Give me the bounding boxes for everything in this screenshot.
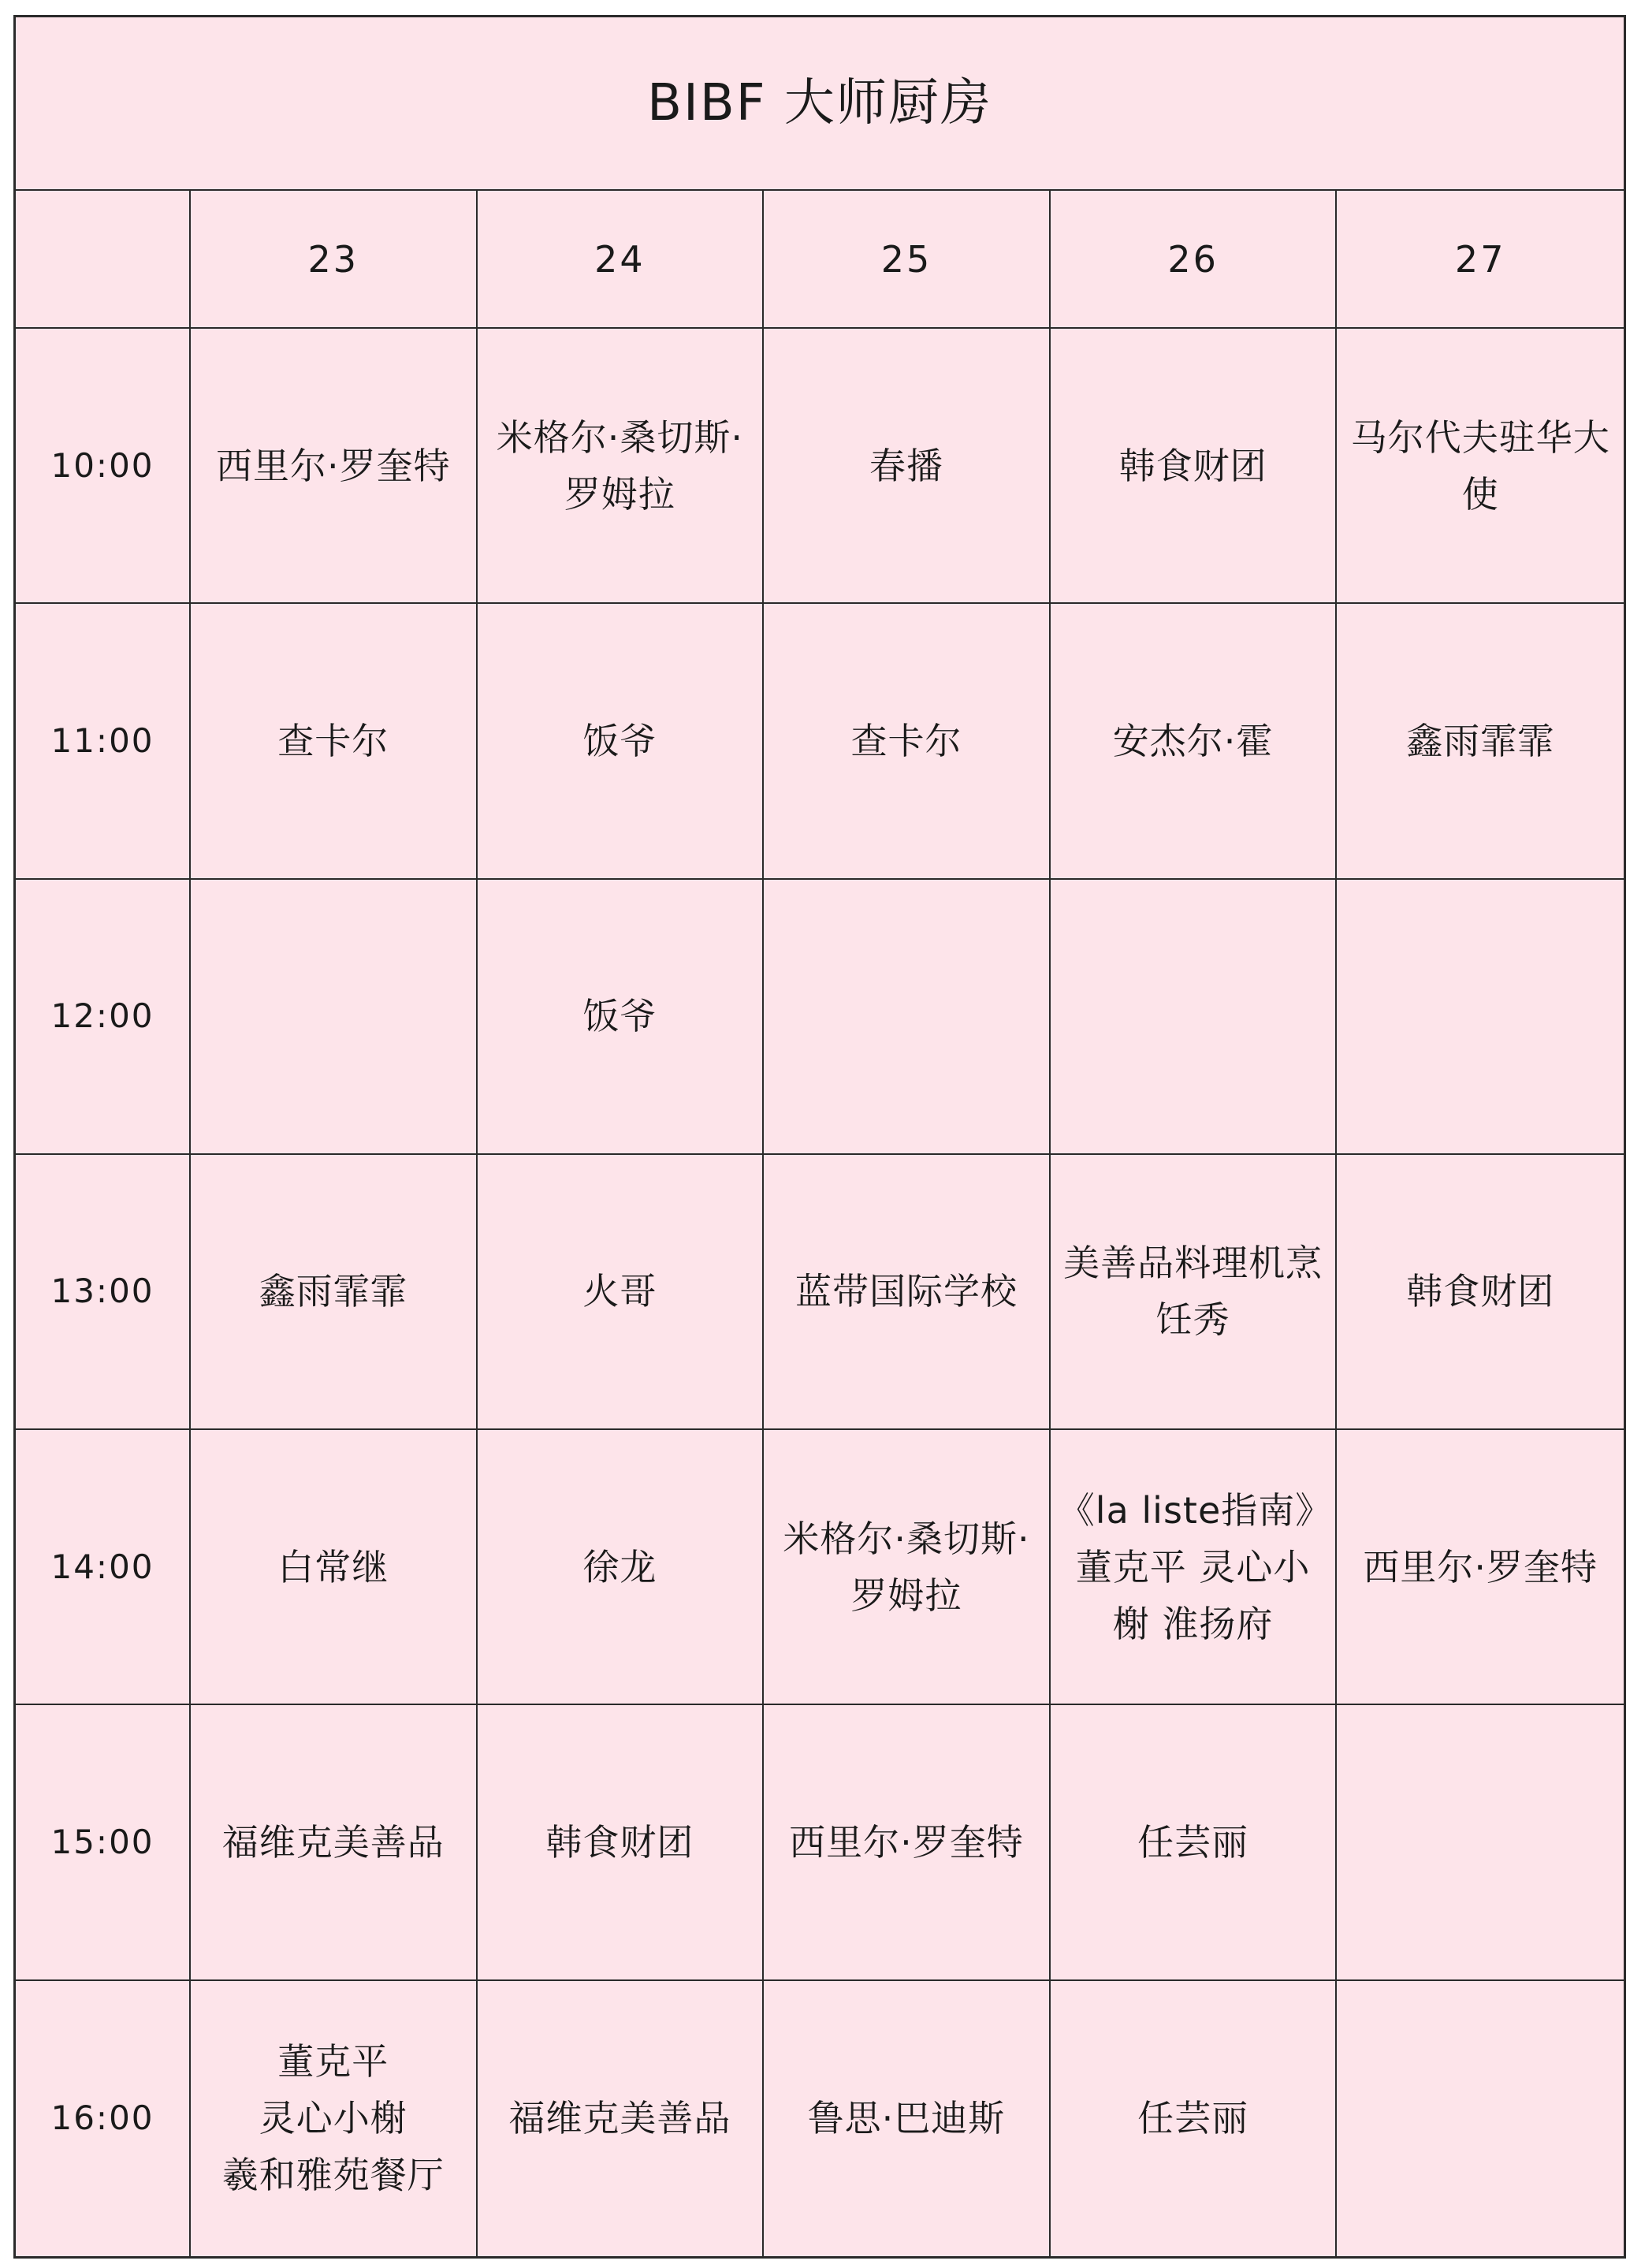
entry-text: [222, 1814, 445, 1871]
entry-text: [1137, 1814, 1248, 1871]
entry-text: [1063, 1235, 1323, 1348]
entry-text: [582, 713, 657, 769]
schedule-entry: [478, 880, 765, 1155]
entry-line: 鑫雨霏霏: [1406, 719, 1555, 762]
entry-line: 鲁思·巴迪斯: [807, 2097, 1006, 2140]
schedule-entry: [1051, 1705, 1338, 1980]
schedule-entry: [191, 1155, 478, 1430]
schedule-empty-slot: [764, 880, 1051, 1155]
entry-line: 安杰尔·霍: [1112, 719, 1274, 762]
schedule-empty-slot: [1337, 1705, 1624, 1980]
entry-line: 查卡尔: [850, 719, 962, 762]
schedule-entry: [764, 1705, 1051, 1980]
day-header-24: 24: [478, 191, 765, 329]
entry-text: [582, 988, 657, 1045]
day-header-25: 25: [764, 191, 1051, 329]
entry-line: 使: [1461, 472, 1499, 516]
time-slot-label: 16:00: [16, 1981, 191, 2256]
header-corner-cell: [16, 191, 191, 329]
schedule-entry: [1051, 604, 1338, 879]
schedule-entry: [1051, 1155, 1338, 1430]
entry-line: 董克平: [277, 2040, 389, 2084]
entry-line: 徐龙: [582, 1545, 657, 1588]
schedule-entry: [191, 329, 478, 604]
entry-text: [1363, 1539, 1598, 1596]
schedule-entry: [478, 1155, 765, 1430]
entry-text: [1119, 438, 1267, 494]
entry-text: [277, 1539, 389, 1596]
schedule-entry: [191, 1705, 478, 1980]
entry-text: [783, 1510, 1029, 1624]
entry-text: [1351, 409, 1610, 523]
entry-line: 羲和雅苑餐厅: [221, 2154, 445, 2197]
schedule-entry: [764, 1155, 1051, 1430]
entry-line: 罗姆拉: [564, 472, 675, 516]
entry-line: 饪秀: [1155, 1298, 1230, 1342]
schedule-entry: [191, 604, 478, 879]
schedule-entry: [764, 604, 1051, 879]
entry-line: 美善品料理机烹: [1063, 1242, 1323, 1285]
day-header-27: 27: [1337, 191, 1624, 329]
schedule-entry: [478, 604, 765, 879]
schedule-entry: [1337, 604, 1624, 879]
entry-line: 福维克美善品: [221, 1821, 445, 1864]
entry-text: [582, 1263, 657, 1320]
time-slot-label: 10:00: [16, 329, 191, 604]
time-slot-label: 15:00: [16, 1705, 191, 1980]
schedule-entry: [1337, 329, 1624, 604]
schedule-table: [13, 15, 1626, 2259]
schedule-entry: [1337, 1155, 1624, 1430]
entry-text: [1113, 713, 1274, 769]
schedule-entry: [478, 1705, 765, 1980]
entry-line: 米格尔·桑切斯·: [496, 415, 744, 459]
schedule-entry: [191, 1430, 478, 1705]
entry-text: [277, 713, 389, 769]
entry-text: [795, 1263, 1018, 1320]
entry-text: [222, 2033, 445, 2203]
entry-line: 火哥: [582, 1270, 657, 1313]
entry-text: [1406, 1263, 1554, 1320]
schedule-empty-slot: [1337, 1981, 1624, 2256]
entry-text: [850, 713, 962, 769]
entry-text: [545, 1814, 694, 1871]
day-header-23: 23: [191, 191, 478, 329]
schedule-entry: [764, 1430, 1051, 1705]
schedule-entry: [478, 1430, 765, 1705]
entry-line: 任芸丽: [1137, 2097, 1249, 2140]
time-slot-label: 11:00: [16, 604, 191, 879]
entry-line: 任芸丽: [1137, 1821, 1249, 1864]
entry-line: 饭爷: [582, 995, 657, 1038]
schedule-empty-slot: [1337, 880, 1624, 1155]
entry-text: [497, 409, 743, 523]
entry-text: [1137, 2090, 1248, 2147]
entry-line: 西里尔·罗奎特: [789, 1821, 1024, 1864]
entry-line: 饭爷: [582, 719, 657, 762]
entry-line: 马尔代夫驻华大: [1350, 415, 1610, 459]
entry-line: 韩食财团: [1406, 1270, 1555, 1313]
schedule-entry: [764, 329, 1051, 604]
entry-line: 罗姆拉: [850, 1573, 962, 1617]
schedule-entry: [764, 1981, 1051, 2256]
entry-line: 鑫雨霏霏: [259, 1270, 407, 1313]
entry-line: 榭 淮扬府: [1112, 1602, 1274, 1645]
entry-text: [789, 1814, 1024, 1871]
entry-text: [216, 438, 451, 494]
schedule-entry: [1051, 1981, 1338, 2256]
entry-line: 灵心小榭: [259, 2097, 407, 2140]
entry-line: 韩食财团: [1118, 444, 1267, 487]
entry-line: 春播: [869, 444, 943, 487]
time-slot-label: 14:00: [16, 1430, 191, 1705]
entry-line: 西里尔·罗奎特: [215, 444, 451, 487]
entry-text: [869, 438, 943, 494]
entry-line: 福维克美善品: [508, 2097, 731, 2140]
entry-line: 查卡尔: [277, 719, 389, 762]
schedule-entry: [478, 1981, 765, 2256]
time-slot-label: 13:00: [16, 1155, 191, 1430]
entry-line: 西里尔·罗奎特: [1363, 1545, 1598, 1588]
entry-text: [259, 1263, 407, 1320]
entry-text: [582, 1539, 657, 1596]
table-title: BIBF 大师厨房: [16, 17, 1624, 191]
entry-line: 董克平 灵心小: [1075, 1545, 1311, 1588]
entry-text: [808, 2090, 1006, 2147]
schedule-entry: [1337, 1430, 1624, 1705]
schedule-empty-slot: [1051, 880, 1338, 1155]
entry-line: 米格尔·桑切斯·: [783, 1517, 1030, 1560]
time-slot-label: 12:00: [16, 880, 191, 1155]
schedule-entry: [1051, 1430, 1338, 1705]
day-header-26: 26: [1051, 191, 1338, 329]
entry-line: 《la liste指南》: [1058, 1488, 1333, 1532]
entry-text: [1406, 713, 1554, 769]
entry-text: [1058, 1482, 1333, 1652]
entry-line: 白常继: [277, 1545, 389, 1588]
schedule-entry: [478, 329, 765, 604]
entry-text: [508, 2090, 731, 2147]
schedule-empty-slot: [191, 880, 478, 1155]
schedule-entry: [1051, 329, 1338, 604]
entry-line: 蓝带国际学校: [794, 1270, 1018, 1313]
entry-line: 韩食财团: [545, 1821, 694, 1864]
schedule-entry: [191, 1981, 478, 2256]
